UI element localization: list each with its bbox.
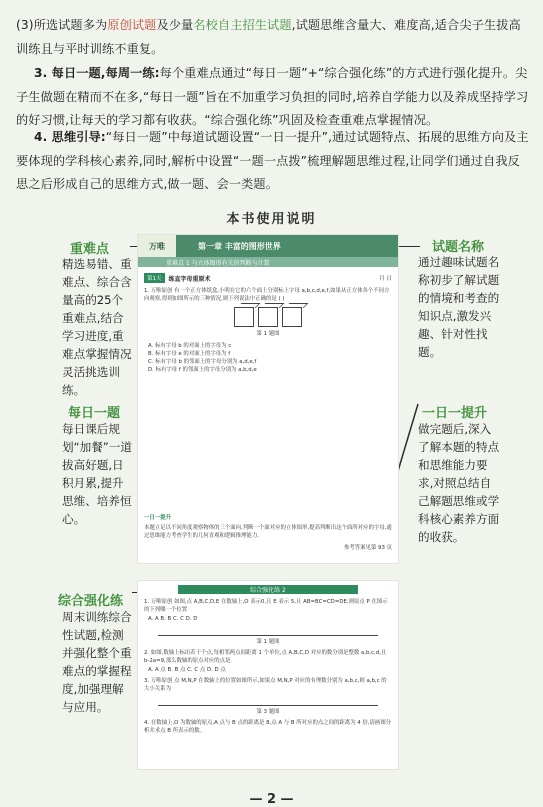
weekly-banner: 综合强化练 2 [178, 585, 358, 594]
text: (3)所选试题多为 [16, 18, 108, 32]
day-title: 练直字母重原术 [168, 275, 211, 283]
page-number: — 2 — [249, 792, 294, 807]
label-zonghe-body: 周末训练综合性试题,检测并强化整个重难点的掌握程度,加强理解与应用。 [62, 610, 132, 714]
text: “每日一题”中每道试题设置“一日一提升”,通过试题特点、拓展的思维方向及主要体现的学科核心素养,同时,解析中设置“一题一点拨”梳理解题思维过程,让同学们通过自我反思之后形成自己的思维方式,做一题、会一类题。 [16, 130, 529, 191]
option-b: B. 标有字母 e 的对面上的字母为 f [148, 351, 231, 357]
text: 及少量 [156, 18, 194, 32]
label-shiti-title: 试题名称 [432, 240, 485, 255]
chapter-banner [138, 235, 398, 257]
label-yiri-title: 一日一提升 [422, 406, 488, 421]
label-zonghe-title: 综合强化练 [58, 594, 124, 609]
highlight-original: 原创试题 [107, 18, 157, 32]
label-shiti-body: 通过趣味试题名称初步了解试题的情境和考查的知识点,激发兴趣、针对性找题。 [418, 255, 500, 359]
label-meiri-title: 每日一题 [68, 406, 121, 421]
intro-paragraph-thinking [16, 126, 530, 197]
section-title: 本书使用说明 [226, 212, 317, 227]
intro-paragraph-3 [16, 14, 530, 61]
number-line [158, 625, 378, 636]
cube-shape [282, 307, 302, 327]
question-4: 4. 在数轴上,O 为数轴的原点,A 点与 B 点的距离是 8,点 A 与 B 所对应的点之间的距离为 4 倍,请画图分析并求点 B 所表示的数。 [144, 720, 392, 734]
date-label: 月 日 [379, 276, 392, 282]
question-2-options: A. A 点 B. B 点 C. C 点 D. D 点 [148, 667, 226, 673]
figure-caption: 第 1 题图 [256, 639, 280, 645]
brand-logo: 万唯 [138, 235, 176, 257]
paragraph-lead: 4. 思维引导: [34, 130, 106, 144]
question-2: 2. 如图,数轴上标出若干个点,每相邻两点间距离 1 个单位,点 A,B,C,D 对应的数分别是整数 a,b,c,d,且 b-2a=9,那么数轴的原点对应的点是 [144, 650, 387, 664]
pointer-arrow [398, 246, 420, 247]
label-zhongnan-body: 精选易错、重难点、综合含量高的25个重难点,结合学习进度,重难点掌握情况灵活挑选训练。 [62, 257, 132, 397]
topic-banner: 重难点 1 与立体图形有关的判断与计算 [138, 257, 398, 267]
option-d: D. 标有字母 f 的邻面上的字母分别为 a,b,d,e [148, 367, 257, 373]
question-3: 3. 万唯原创 点 M,N,P 在数轴上的位置如图所示,如果点 M,N,P 对应的有理数分别为 a,b,c,则 a,b,c 的大小关系为 [144, 678, 387, 692]
day-tag: 第1天 [144, 273, 165, 283]
cube-shape [258, 307, 278, 327]
tisheng-text: 本题立足以不同角度观察物体的三个面向,判断一个面对应的立体图形,提高判断出这个面所对应的字母,通过思维能力考查学生的几何直观和逻辑推理能力。 [144, 525, 392, 539]
option-a: A. 标有字母 b 的对面上的字母为 c [148, 343, 232, 349]
text: 每个重难点通过“每日一题”+“综合强化练”的方式进行强化提升。尖子生做题在精而不在多,“每日一题”旨在不加重学习负担的同时,培养自学能力以及养成坚持学习的好习惯,让每天的学习都有收获。“综合强化练”巩固及检查重难点掌握情况。 [16, 66, 529, 127]
figure-caption: 第 1 题图 [256, 331, 280, 337]
sample-page-daily [137, 234, 399, 564]
sample-page-weekly [137, 580, 399, 770]
day-header [144, 273, 392, 283]
question-text: 1. 万唯原创 有一个正方体纸盒,小明在它的六个面上分别标上字母 a,b,c,d,e,f,如果从正方体各个不同方向观察,得到如图所示的三种情况,则下列说法中正确的是 ( ) [144, 288, 390, 302]
blank-space [138, 374, 398, 514]
highlight-zizhao: 名校自主招生试题 [193, 18, 292, 32]
answer-ref: 参考答案见第 93 页 [343, 545, 392, 551]
cube-shape [234, 307, 254, 327]
intro-paragraph-daily [16, 62, 530, 133]
chapter-title: 第一章 丰富的图形世界 [198, 241, 281, 251]
figure-caption: 第 3 题图 [256, 709, 280, 715]
tisheng-tag: 一日一提升 [144, 515, 171, 521]
paragraph-lead: 3. 每日一题,每周一练: [34, 66, 160, 80]
question-1-options: A. A B. B C. C D. D [148, 616, 198, 622]
cube-figure [138, 307, 398, 327]
question-1: 1. 万唯原创 如图,点 A,B,C,D,E 在数轴上,O 表示0,且 E 表示 5,且 AB=BC=CD=DE,则原点 P 在图示的下列哪一个位置 [144, 599, 388, 613]
option-c: C. 标有字母 b 的邻面上的字母分别为 a,d,e,f [148, 359, 257, 365]
label-zhongnan-title: 重难点 [70, 242, 110, 257]
label-meiri-body: 每日课后规划“加餐”一道拔高好题,日积月累,提升思维、培养恒心。 [62, 422, 132, 526]
text: ,试题思维含量大、难度高,适合尖子生拔高训练且与平时训练不重复。 [16, 18, 521, 56]
number-line [158, 695, 378, 706]
label-yiri-body: 做完题后,深入了解本题的特点和思维能力要求,对照总结自己解题思维或学科核心素养方面的收获。 [418, 422, 500, 544]
